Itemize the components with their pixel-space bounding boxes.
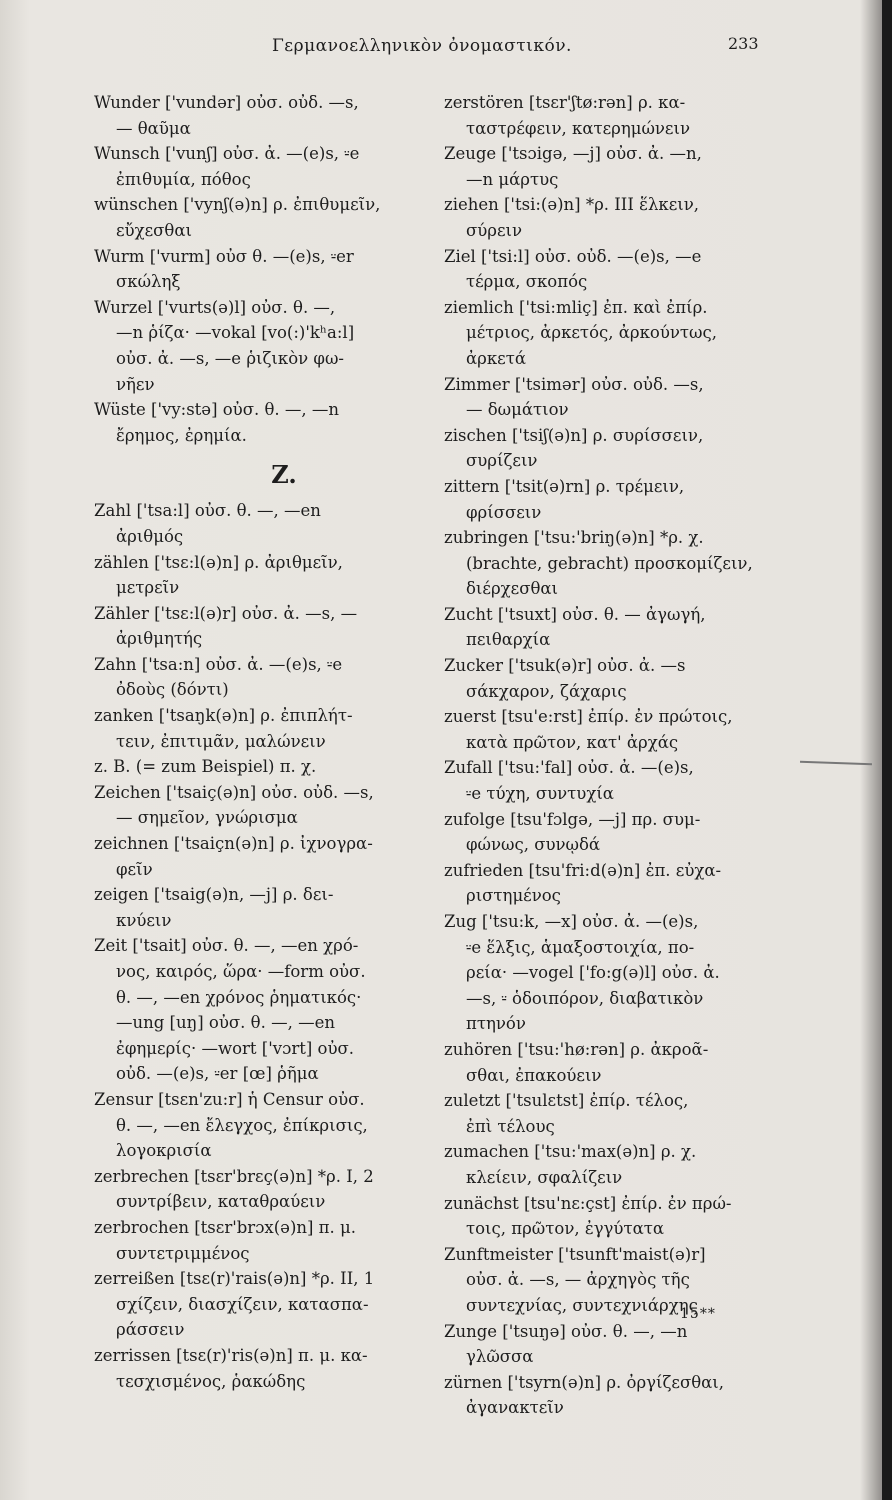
entry-line: zerrissen [tsɛ(r)'ris(ə)n] π. μ. κα- <box>94 1345 368 1365</box>
entry-line: Zahl ['tsa:l] οὐσ. θ. —, —en <box>94 501 321 521</box>
entry-line: σθαι, ἐπακούειν <box>466 1065 602 1085</box>
entry-line: zanken ['tsaŋk(ə)n] ρ. ἐπιπλήτ- <box>94 706 353 726</box>
entry-line: κνύειν <box>116 910 172 930</box>
entry-line: zuhören ['tsu:'hø:rən] ρ. ἀκροᾶ- <box>444 1039 709 1059</box>
entries-w <box>94 90 434 448</box>
entry-line: zerstören [tsɛr'ʃtø:rən] ρ. κα- <box>444 93 686 112</box>
entry-line: νος, καιρός, ὥρα· —form οὐσ. <box>116 962 366 981</box>
entry-line: ρεία· —vogel ['fo:g(ə)l] οὐσ. ἀ. <box>466 963 720 983</box>
entry-line: Zug ['tsu:k, —x] οὐσ. ἀ. —(e)s, <box>444 912 699 931</box>
entry-line: zählen ['tsɛ:l(ə)n] ρ. ἀριθμεῖν, <box>94 552 343 572</box>
entry-line: μετρεῖν <box>116 578 180 598</box>
entry-line: εὔχεσθαι <box>116 220 192 240</box>
entry-line: zittern ['tsit(ə)rn] ρ. τρέμειν, <box>444 476 685 496</box>
entry-line: zeichnen ['tsaiçn(ə)n] ρ. ἰχνογρα- <box>94 834 373 854</box>
entry-line: ὀδοὺς (δόντι) <box>116 680 229 700</box>
entry-line: Zensur [tsɛn'zu:r] ἡ Censur οὐσ. <box>94 1089 365 1109</box>
entry-line: τεσχισμένος, ῥακώδης <box>116 1371 306 1391</box>
dictionary-entry <box>444 704 790 755</box>
dictionary-entry <box>444 244 790 295</box>
dictionary-entry <box>94 703 434 754</box>
entry-line: — σημεῖον, γνώρισμα <box>116 808 298 828</box>
entry-line: Zeuge ['tsɔigə, —j] οὐσ. ἀ. —n, <box>444 144 702 164</box>
running-title: Γερμανοελληνικὸν ὀνομαστικόν. <box>272 36 572 56</box>
dictionary-entry <box>444 1037 790 1088</box>
dictionary-entry <box>94 1343 434 1394</box>
dictionary-entry <box>94 498 434 549</box>
entry-line: —n μάρτυς <box>466 169 559 189</box>
entry-line: οὐδ. —(e)s, ⸚er [œ] ῥῆμα <box>116 1064 319 1084</box>
entry-line: οὐσ. ἀ. —s, —e ῥιζικὸν φω- <box>116 348 345 368</box>
dictionary-entry <box>94 295 434 397</box>
dictionary-entry <box>444 525 790 602</box>
entry-line: Ziel ['tsi:l] οὐσ. οὐδ. —(e)s, —e <box>444 246 702 266</box>
dictionary-entry <box>94 550 434 601</box>
dictionary-entry <box>444 1242 790 1319</box>
dictionary-entry <box>94 1215 434 1266</box>
entry-line: κατὰ πρῶτον, κατ' ἀρχάς <box>466 732 679 752</box>
entry-line: zunächst [tsu'nɛ:çst] ἐπίρ. ἐν πρώ- <box>444 1193 732 1213</box>
entry-line: ράσσειν <box>116 1320 185 1340</box>
dictionary-entry <box>94 192 434 243</box>
entry-line: Zucker ['tsuk(ə)r] οὐσ. ἀ. —s <box>444 656 686 676</box>
entry-line: ziemlich ['tsi:mliç] ἐπ. καὶ ἐπίρ. <box>444 297 708 317</box>
entry-line: ἀρκετά <box>466 348 526 368</box>
entry-line: ἔρημος, ἐρημία. <box>116 425 247 445</box>
page-edge-shadow <box>882 0 892 1500</box>
entry-line: συντετριμμένος <box>116 1243 250 1263</box>
dictionary-entry <box>444 1319 790 1370</box>
entry-line: γλῶσσα <box>466 1347 534 1367</box>
dictionary-entry <box>444 653 790 704</box>
dictionary-entry <box>444 858 790 909</box>
entry-line: —s, ⸚ ὁδοιπόρον, διαβατικὸν <box>466 988 704 1008</box>
entry-line: — δωμάτιον <box>466 400 569 420</box>
dictionary-entry <box>444 1370 790 1421</box>
dictionary-entry <box>444 141 790 192</box>
entry-line: σκώληξ <box>116 272 181 292</box>
entry-line: wünschen ['vynʃ(ə)n] ρ. ἐπιθυμεῖν, <box>94 195 381 215</box>
entry-line: zeigen ['tsaig(ə)n, —j] ρ. δει- <box>94 885 334 905</box>
pencil-mark <box>800 761 872 766</box>
entry-line: φώνως, συνῳδά <box>466 835 601 855</box>
entry-line: ἀριθμητής <box>116 629 203 649</box>
dictionary-entry <box>94 933 434 1087</box>
entry-line: συρίζειν <box>466 451 538 471</box>
entry-line: ἀγανακτεῖν <box>466 1398 564 1418</box>
dictionary-entry <box>94 652 434 703</box>
entry-line: θ. —, —en χρόνος ῥηματικός· <box>116 987 362 1007</box>
entry-line: — θαῦμα <box>116 118 191 138</box>
entry-line: συντρίβειν, καταθραύειν <box>116 1192 326 1212</box>
entry-line: φεῖν <box>116 859 153 879</box>
right-column <box>444 90 790 1421</box>
entry-line: —ung [uŋ] οὐσ. θ. —, —en <box>116 1013 335 1033</box>
entry-line: συντεχνίας, συντεχνιάρχης <box>466 1295 698 1315</box>
dictionary-entry <box>94 1164 434 1215</box>
dictionary-entry <box>444 423 790 474</box>
entry-line: ἀριθμός <box>116 526 184 546</box>
signature-mark: 15** <box>680 1306 716 1322</box>
entry-line: zufolge [tsu'fɔlgə, —j] πρ. συμ- <box>444 809 701 829</box>
dictionary-entry <box>94 397 434 448</box>
entry-line: ἐπιθυμία, πόθος <box>116 169 251 189</box>
entry-line: Zucht ['tsuxt] οὐσ. θ. — ἀγωγή, <box>444 604 706 624</box>
entry-line: σύρειν <box>466 220 523 240</box>
entry-line: Wurzel ['vurts(ə)l] οὐσ. θ. —, <box>94 297 336 317</box>
entry-line: μέτριος, ἀρκετός, ἀρκούντως, <box>466 323 717 343</box>
dictionary-entry <box>444 474 790 525</box>
dictionary-entry <box>94 882 434 933</box>
entry-line: Zahn ['tsa:n] οὐσ. ἀ. —(e)s, ⸚e <box>94 654 343 674</box>
dictionary-entry <box>444 807 790 858</box>
dictionary-entry <box>94 780 434 831</box>
entry-line: διέρχεσθαι <box>466 579 559 599</box>
entry-line: zerbrechen [tsɛr'brɛç(ə)n] *ρ. I, 2 <box>94 1166 374 1186</box>
entry-line: Zunftmeister ['tsunft'maist(ə)r] <box>444 1244 706 1264</box>
entry-line: θ. —, —en ἔλεγχος, ἐπίκρισις, <box>116 1115 368 1135</box>
entry-line: ⸚e ἕλξις, ἁμαξοστοιχία, πο- <box>466 937 695 957</box>
dictionary-entry <box>94 831 434 882</box>
entry-line: νῆεν <box>116 374 155 394</box>
dictionary-entry <box>444 192 790 243</box>
entry-line: κλείειν, σφαλίζειν <box>466 1167 623 1187</box>
dictionary-entry <box>94 1266 434 1343</box>
entry-line: (brachte, gebracht) προσκομίζειν, <box>466 553 753 573</box>
entry-line: zubringen ['tsu:'briŋ(ə)n] *ρ. χ. <box>444 528 704 548</box>
entry-line: zerreißen [tsɛ(r)'rais(ə)n] *ρ. II, 1 <box>94 1269 375 1289</box>
entry-line: ziehen ['tsi:(ə)n] *ρ. III ἕλκειν, <box>444 195 700 215</box>
entry-line: Zeit ['tsait] οὐσ. θ. —, —en χρό- <box>94 936 359 956</box>
dictionary-entry <box>444 1139 790 1190</box>
entry-line: zürnen ['tsyrn(ə)n] ρ. ὀργίζεσθαι, <box>444 1372 725 1392</box>
entry-line: πειθαρχία <box>466 630 551 650</box>
entry-line: σχίζειν, διασχίζειν, κατασπα- <box>116 1294 369 1314</box>
dictionary-entry <box>444 295 790 372</box>
entry-line: —n ῥίζα· —vokal [vo(:)'kʰa:l] <box>116 323 355 343</box>
dictionary-entry <box>94 90 434 141</box>
entry-line: zumachen ['tsu:'max(ə)n] ρ. χ. <box>444 1142 697 1162</box>
entry-line: οὐσ. ἀ. —s, — ἀρχηγὸς τῆς <box>466 1270 690 1290</box>
dictionary-entry <box>444 372 790 423</box>
entry-line: τοις, πρῶτον, ἐγγύτατα <box>466 1219 664 1239</box>
entry-line: τειν, ἐπιτιμᾶν, μαλώνειν <box>116 731 326 751</box>
entry-line: zuerst [tsu'e:rst] ἐπίρ. ἐν πρώτοις, <box>444 707 733 727</box>
dictionary-entry <box>444 909 790 1037</box>
entries-z-continued <box>444 90 790 1421</box>
entry-line: ⸚e τύχη, συντυχία <box>466 784 614 804</box>
dictionary-entry <box>94 1087 434 1164</box>
entry-line: Wunsch ['vunʃ] οὐσ. ἀ. —(e)s, ⸚e <box>94 144 360 164</box>
entry-line: ριστημένος <box>466 886 561 906</box>
entry-line: Zimmer ['tsimər] οὐσ. οὐδ. —s, <box>444 374 704 394</box>
entry-line: zufrieden [tsu'fri:d(ə)n] ἐπ. εὐχα- <box>444 860 722 880</box>
section-letter: Z. <box>271 460 297 490</box>
entry-line: Zunge ['tsuŋə] οὐσ. θ. —, —n <box>444 1321 688 1341</box>
entry-line: ταστρέφειν, κατερημώνειν <box>466 118 690 138</box>
entry-line: z. B. (= zum Beispiel) π. χ. <box>94 757 317 777</box>
entry-line: zuletzt ['tsulɛtst] ἐπίρ. τέλος, <box>444 1091 689 1111</box>
left-column <box>94 90 434 1394</box>
entry-line: πτηνόν <box>466 1014 526 1034</box>
dictionary-entry <box>94 141 434 192</box>
entry-line: Zufall ['tsu:'fal] οὐσ. ἀ. —(e)s, <box>444 758 694 778</box>
dictionary-entry <box>444 1191 790 1242</box>
entry-line: Zeichen ['tsaiç(ə)n] οὐσ. οὐδ. —s, <box>94 782 374 802</box>
entry-line: ἐπὶ τέλους <box>466 1116 555 1136</box>
entry-line: Zähler ['tsɛ:l(ə)r] οὐσ. ἀ. —s, — <box>94 603 358 623</box>
page-number: 233 <box>728 34 759 53</box>
dictionary-entry <box>444 90 790 141</box>
entry-line: Wüste ['vy:stə] οὐσ. θ. —, —n <box>94 400 340 420</box>
entry-line: ἐφημερίς· —wort ['vɔrt] οὐσ. <box>116 1038 354 1058</box>
entry-line: τέρμα, σκοπός <box>466 272 588 292</box>
dictionary-entry <box>444 755 790 806</box>
entry-line: zischen ['tsiʃ(ə)n] ρ. συρίσσειν, <box>444 425 704 445</box>
dictionary-entry <box>444 1088 790 1139</box>
dictionary-entry <box>94 601 434 652</box>
dictionary-entry <box>94 244 434 295</box>
entries-z <box>94 498 434 1394</box>
entry-line: zerbrochen [tsɛr'brɔx(ə)n] π. μ. <box>94 1217 356 1237</box>
dictionary-entry <box>444 602 790 653</box>
entry-line: λογοκρισία <box>116 1141 212 1161</box>
entry-line: σάκχαρον, ζάχαρις <box>466 681 627 701</box>
entry-line: φρίσσειν <box>466 502 542 522</box>
page-header <box>0 30 892 64</box>
entry-line: Wunder ['vundər] οὐσ. οὐδ. —s, <box>94 93 359 112</box>
entry-line: Wurm ['vurm] οὐσ θ. —(e)s, ⸚er <box>94 246 354 266</box>
dictionary-entry <box>94 754 434 780</box>
